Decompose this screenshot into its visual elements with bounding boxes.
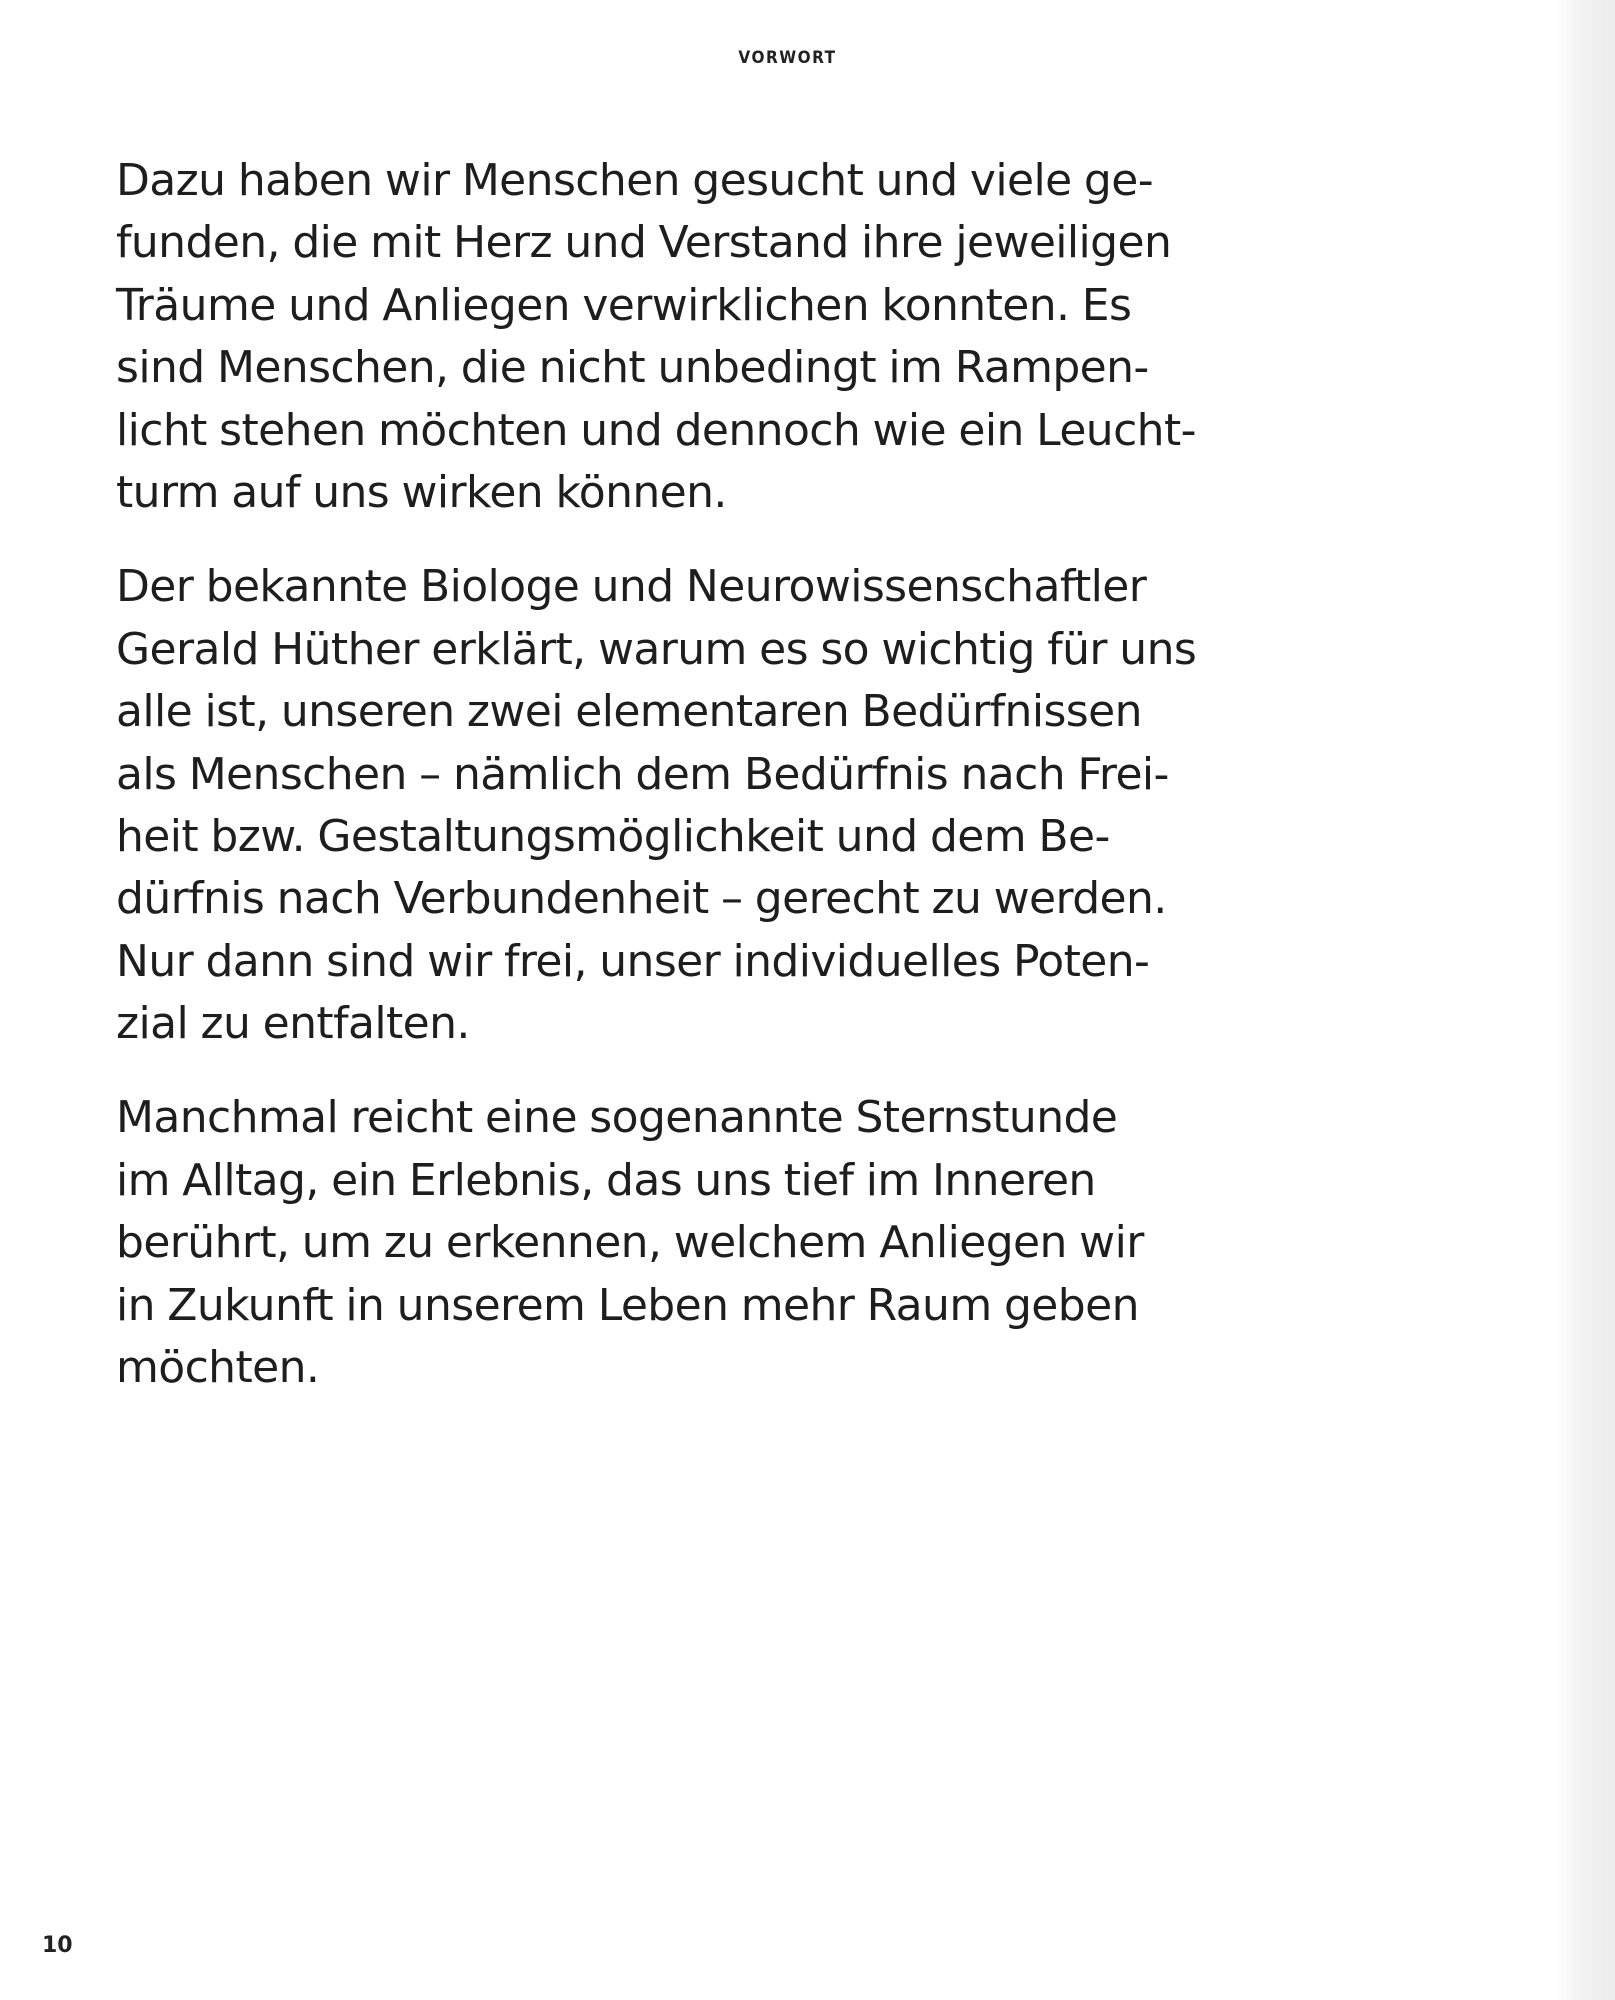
paragraph [116,150,1196,524]
paragraph [116,556,1197,1055]
text-line: turm auf uns wirken können. [116,466,727,518]
paragraph [116,1087,1144,1399]
page-number: 10 [42,1933,73,1958]
text-line: berührt, um zu erkennen, welchem Anliegen wir [116,1217,1144,1269]
text-line: sind Menschen, die nicht unbedingt im Rampen- [116,342,1149,394]
text-line: Der bekannte Biologe und Neurowissenschaftler [116,561,1147,613]
text-line: heit bzw. Gestaltungsmöglichkeit und dem Be- [116,810,1110,862]
text-line: möchten. [116,1342,320,1394]
text-line: dürfnis nach Verbundenheit – gerecht zu werden. [116,873,1167,925]
text-line: Träume und Anliegen verwirklichen konnten. Es [116,279,1132,331]
text-line: Dazu haben wir Menschen gesucht und viele ge- [116,155,1153,206]
text-line: Nur dann sind wir frei, unser individuelles Poten- [116,935,1150,987]
text-line: licht stehen möchten und dennoch wie ein Leucht- [116,404,1196,456]
page-edge-shadow [1555,0,1615,2000]
text-line: funden, die mit Herz und Verstand ihre jeweiligen [116,217,1172,269]
text-line: zial zu entfalten. [116,998,470,1050]
text-line: Manchmal reicht eine sogenannte Sternstunde [116,1092,1118,1144]
text-line: als Menschen – nämlich dem Bedürfnis nach Frei- [116,748,1169,800]
text-line: in Zukunft in unserem Leben mehr Raum geben [116,1279,1139,1331]
text-line: Gerald Hüther erklärt, warum es so wichtig für uns [116,623,1197,675]
body-text [116,150,1197,1431]
running-header: VORWORT [738,48,837,68]
text-line: im Alltag, ein Erlebnis, das uns tief im Inneren [116,1154,1096,1206]
text-line: alle ist, unseren zwei elementaren Bedürfnissen [116,686,1142,738]
